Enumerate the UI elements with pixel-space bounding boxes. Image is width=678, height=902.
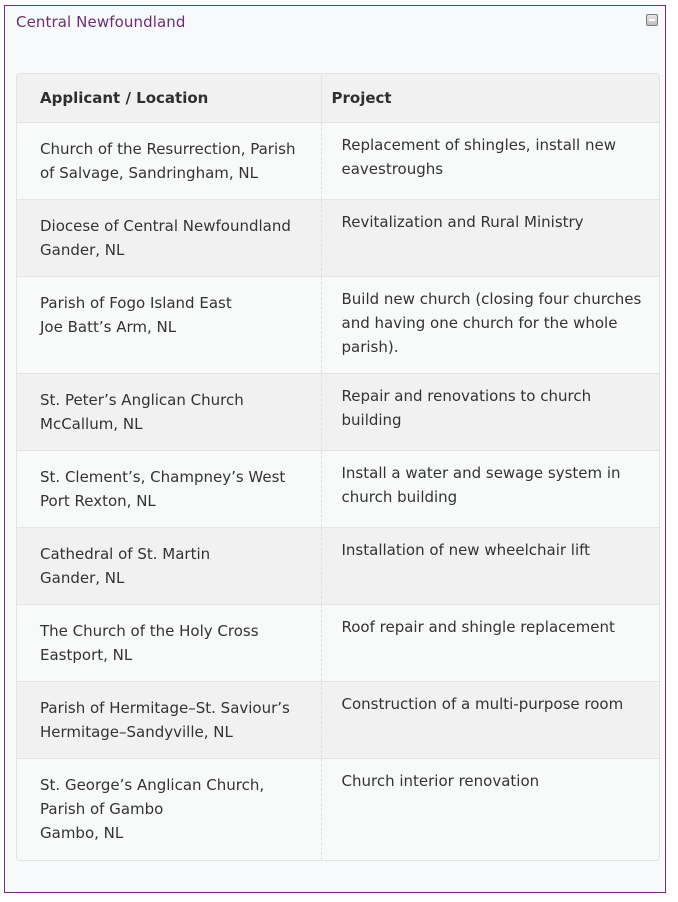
table-row bbox=[17, 605, 659, 682]
table-header-row bbox=[17, 74, 659, 123]
applicant-line: Gambo, NL bbox=[40, 824, 124, 842]
applicant-line: Port Rexton, NL bbox=[40, 492, 156, 510]
table-row bbox=[17, 200, 659, 277]
applicant-line: Gander, NL bbox=[40, 569, 125, 587]
project-cell bbox=[321, 451, 659, 528]
project-line: Revitalization and Rural Ministry bbox=[341, 213, 584, 231]
applicant-cell bbox=[17, 374, 321, 451]
table-row bbox=[17, 759, 659, 860]
project-cell bbox=[321, 605, 659, 682]
table-row bbox=[17, 277, 659, 374]
project-cell bbox=[321, 200, 659, 277]
minus-icon[interactable] bbox=[646, 14, 658, 26]
applicant-cell bbox=[17, 200, 321, 277]
applicant-line: Church of the Resurrection, Parish bbox=[40, 140, 296, 158]
region-panel bbox=[4, 5, 666, 893]
project-line: Replacement of shingles, install new bbox=[341, 136, 616, 154]
project-line: Church interior renovation bbox=[341, 772, 540, 790]
project-line: Build new church (closing four churches bbox=[341, 290, 642, 308]
applicant-line: Parish of Fogo Island East bbox=[40, 294, 232, 312]
applicant-line: Parish of Gambo bbox=[40, 800, 164, 818]
applicant-cell bbox=[17, 605, 321, 682]
project-line: building bbox=[341, 411, 402, 429]
grants-table bbox=[16, 73, 660, 861]
applicant-cell bbox=[17, 682, 321, 759]
applicant-line: Diocese of Central Newfoundland bbox=[40, 217, 291, 235]
table-row bbox=[17, 123, 659, 200]
project-cell bbox=[321, 123, 659, 200]
applicant-line: Eastport, NL bbox=[40, 646, 133, 664]
table-row bbox=[17, 682, 659, 759]
applicant-cell bbox=[17, 451, 321, 528]
project-cell bbox=[321, 682, 659, 759]
applicant-line: The Church of the Holy Cross bbox=[40, 622, 259, 640]
project-cell bbox=[321, 277, 659, 374]
applicant-cell bbox=[17, 277, 321, 374]
project-line: parish). bbox=[341, 338, 399, 356]
applicant-line: McCallum, NL bbox=[40, 415, 143, 433]
applicant-cell bbox=[17, 123, 321, 200]
applicant-line: Gander, NL bbox=[40, 241, 125, 259]
table-row bbox=[17, 451, 659, 528]
applicant-line: St. George’s Anglican Church, bbox=[40, 776, 265, 794]
table-row bbox=[17, 374, 659, 451]
applicant-line: St. Peter’s Anglican Church bbox=[40, 391, 244, 409]
applicant-line: Parish of Hermitage–St. Saviour’s bbox=[40, 699, 290, 717]
applicant-cell bbox=[17, 528, 321, 605]
applicant-line: St. Clement’s, Champney’s West bbox=[40, 468, 286, 486]
project-cell bbox=[321, 759, 659, 860]
project-cell bbox=[321, 528, 659, 605]
applicant-line: Joe Batt’s Arm, NL bbox=[40, 318, 177, 336]
project-line: Roof repair and shingle replacement bbox=[341, 618, 615, 636]
project-line: Install a water and sewage system in bbox=[341, 464, 621, 482]
project-line: church building bbox=[341, 488, 458, 506]
column-header-project: Project bbox=[321, 74, 659, 123]
applicant-line: Hermitage–Sandyville, NL bbox=[40, 723, 233, 741]
applicant-cell bbox=[17, 759, 321, 860]
project-line: Construction of a multi-purpose room bbox=[341, 695, 624, 713]
project-cell bbox=[321, 374, 659, 451]
column-header-applicant: Applicant / Location bbox=[17, 74, 321, 123]
project-line: and having one church for the whole bbox=[341, 314, 618, 332]
panel-title: Central Newfoundland bbox=[16, 13, 186, 31]
project-line: eavestroughs bbox=[341, 160, 444, 178]
table-row bbox=[17, 528, 659, 605]
project-line: Repair and renovations to church bbox=[341, 387, 592, 405]
project-line: Installation of new wheelchair lift bbox=[341, 541, 591, 559]
applicant-line: Cathedral of St. Martin bbox=[40, 545, 211, 563]
applicant-line: of Salvage, Sandringham, NL bbox=[40, 164, 258, 182]
